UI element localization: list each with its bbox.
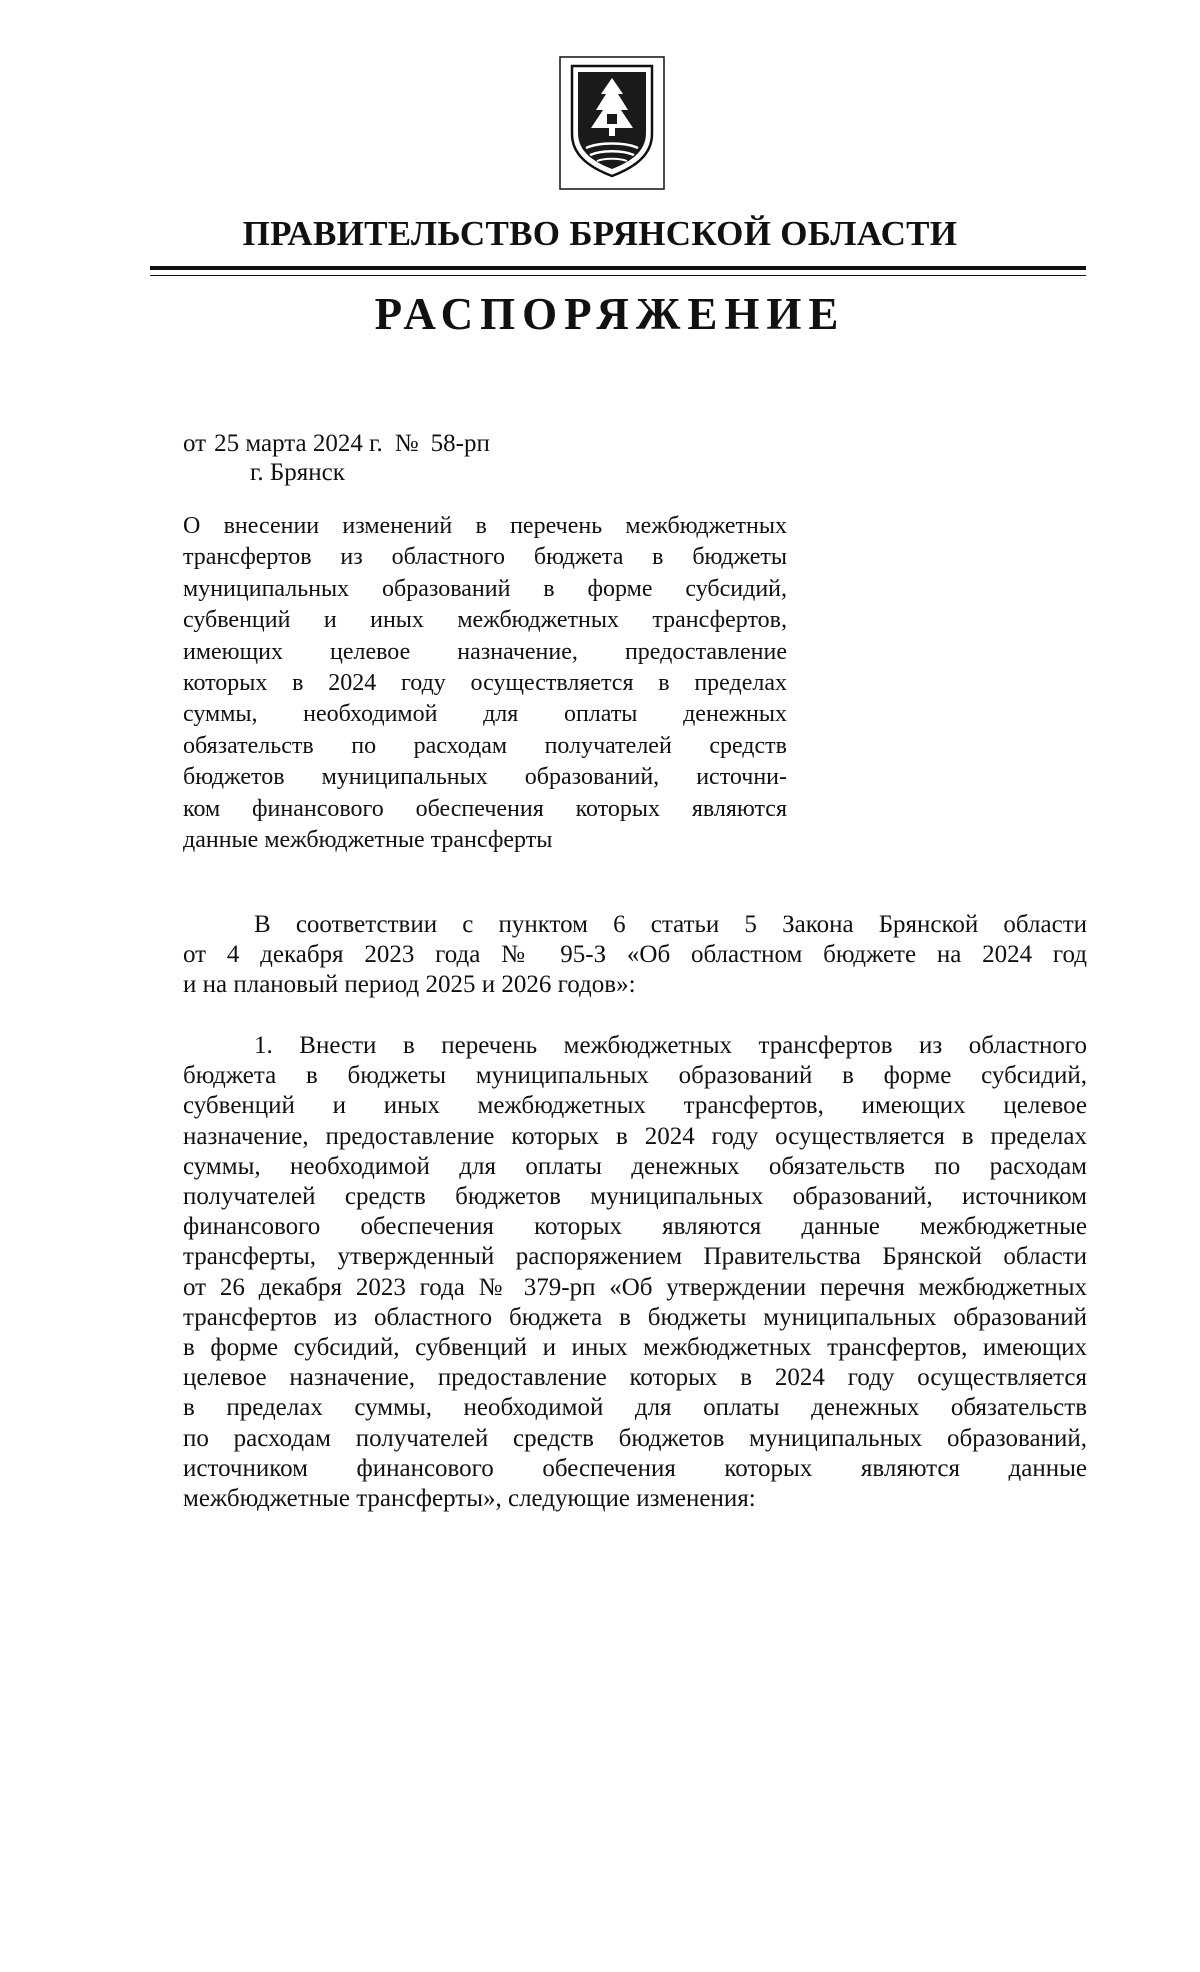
item-1-line: источником финансового обеспечения которых являются данные — [183, 1454, 1087, 1482]
document-subject — [183, 511, 787, 856]
preamble-line: и на плановый период 2025 и 2026 годов»: — [183, 971, 636, 999]
document-number: 58-рп — [430, 430, 490, 457]
document-city: г. Брянск — [250, 459, 345, 486]
preamble-line: от 4 декабря 2023 года № 95-З «Об областном бюджете на 2024 год — [183, 941, 1087, 969]
header-divider-thin — [150, 275, 1086, 276]
item-1-line: бюджета в бюджеты муниципальных образований в форме субсидий, — [183, 1062, 1087, 1090]
item-1-line: трансферты, утвержденный распоряжением Правительства Брянской области — [183, 1243, 1087, 1271]
item-1-line: суммы, необходимой для оплаты денежных обязательств по расходам — [183, 1152, 1087, 1180]
item-1-line: 1. Внести в перечень межбюджетных трансфертов из областного — [254, 1032, 1087, 1059]
item-1-line: субвенций и иных межбюджетных трансфертов, имеющих целевое — [183, 1092, 1087, 1120]
subject-line: данные межбюджетные трансферты — [183, 827, 553, 854]
header-divider-thick — [150, 266, 1086, 270]
subject-line: обязательств по расходам получателей средств — [183, 732, 787, 759]
item-1-line: назначение, предоставление которых в 2024 году осуществляется в пределах — [183, 1122, 1087, 1150]
item-1-line: целевое назначение, предоставление которых в 2024 году осуществляется — [183, 1364, 1087, 1392]
subject-line: О внесении изменений в перечень межбюджетных — [183, 513, 787, 539]
coat-of-arms-graphic — [559, 56, 665, 190]
organization-title: ПРАВИТЕЛЬСТВО БРЯНСКОЙ ОБЛАСТИ — [242, 214, 958, 253]
item-1-line: финансового обеспечения которых являются данные межбюджетные — [183, 1213, 1087, 1241]
subject-line: трансфертов из областного бюджета в бюджеты — [183, 544, 787, 571]
preamble-paragraph — [183, 910, 1087, 1001]
subject-line: суммы, необходимой для оплаты денежных — [183, 701, 787, 728]
subject-line: бюджетов муниципальных образований, источни- — [183, 764, 787, 791]
preamble-line: В соответствии с пунктом 6 статьи 5 Закона Брянской области — [254, 911, 1087, 938]
coat-of-arms-icon — [559, 56, 665, 190]
date-prefix: от — [183, 430, 207, 457]
subject-line: имеющих целевое назначение, предоставление — [183, 638, 787, 665]
subject-line: муниципальных образований в форме субсидий, — [183, 575, 787, 602]
item-1-line: по расходам получателей средств бюджетов муниципальных образований, — [183, 1424, 1087, 1452]
item-1-line: в пределах суммы, необходимой для оплаты денежных обязательств — [183, 1394, 1087, 1422]
item-1-line: в форме субсидий, субвенций и иных межбюджетных трансфертов, имеющих — [183, 1334, 1087, 1362]
number-sign: № — [394, 430, 419, 457]
item-1-line: межбюджетные трансферты», следующие изменения: — [183, 1485, 756, 1513]
item-1-line: трансфертов из областного бюджета в бюджеты муниципальных образований — [183, 1303, 1087, 1331]
document-date-number — [183, 430, 490, 458]
subject-line: ком финансового обеспечения которых являются — [183, 795, 787, 822]
document-date: 25 марта 2024 г. — [214, 430, 383, 457]
item-1-paragraph — [183, 1031, 1087, 1514]
item-1-line: получателей средств бюджетов муниципальных образований, источником — [183, 1183, 1087, 1211]
document-type-title: РАСПОРЯЖЕНИЕ — [374, 289, 846, 339]
subject-line: которых в 2024 году осуществляется в пределах — [183, 670, 787, 697]
item-1-line: от 26 декабря 2023 года № 379-рп «Об утверждении перечня межбюджетных — [183, 1273, 1087, 1301]
subject-line: субвенций и иных межбюджетных трансфертов, — [183, 607, 787, 634]
